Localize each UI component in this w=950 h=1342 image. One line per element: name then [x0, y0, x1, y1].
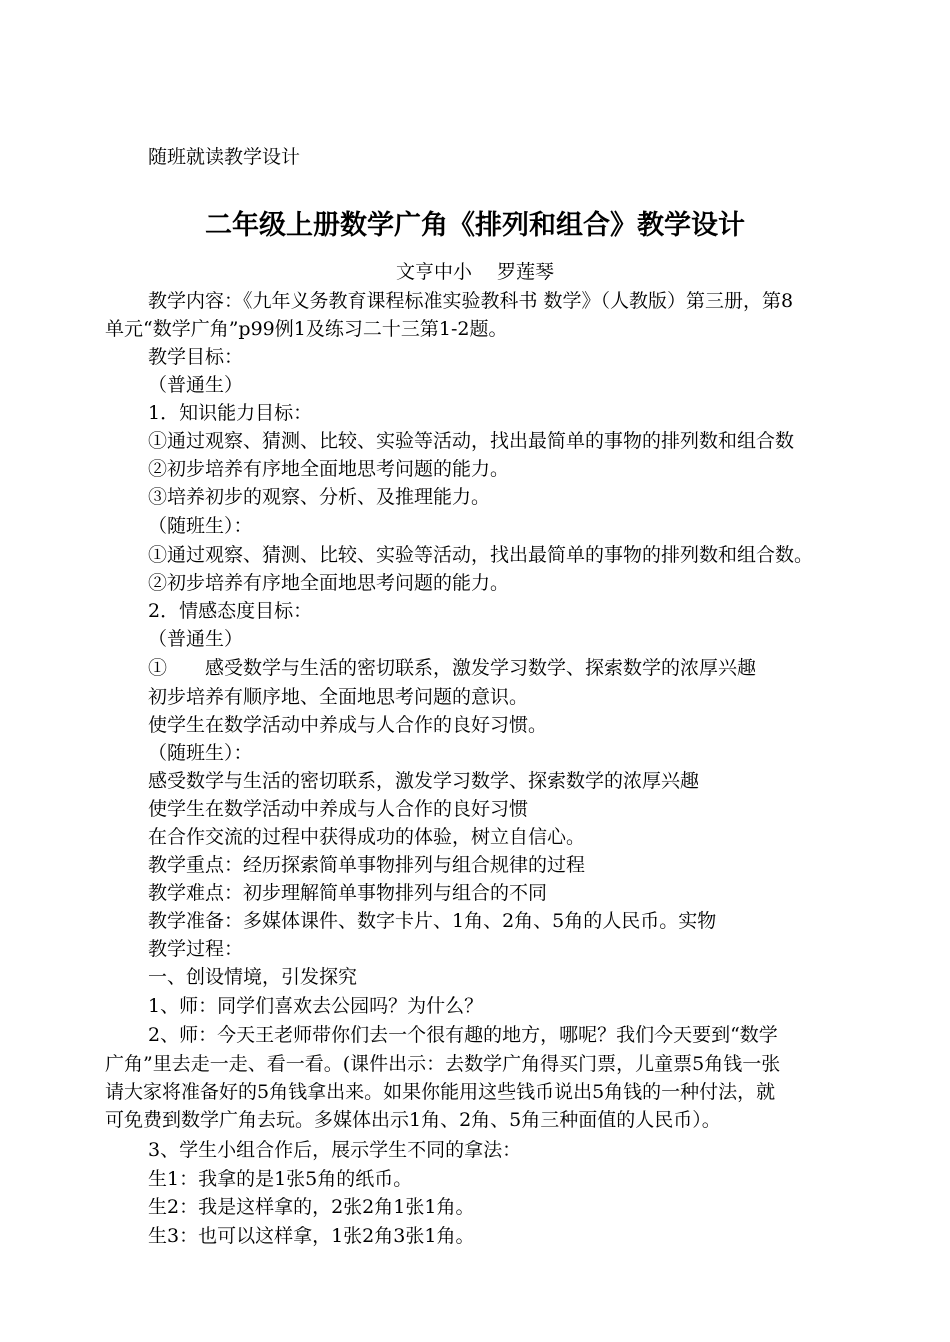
- doc-header: 随班就读教学设计: [148, 146, 301, 168]
- paragraph-line: ②初步培养有序地全面地思考问题的能力。: [148, 458, 510, 480]
- paragraph-line: 感受数学与生活的密切联系，激发学习数学、探索数学的浓厚兴趣: [148, 770, 700, 792]
- paragraph-line: 教学难点：初步理解简单事物排列与组合的不同: [148, 882, 548, 904]
- paragraph-line: 生3：也可以这样拿，1张2角3张1角。: [148, 1225, 475, 1247]
- paragraph-line: 1．知识能力目标：: [148, 402, 313, 424]
- paragraph-line: （随班生）：: [148, 515, 253, 537]
- paragraph-line: 一、创设情境，引发探究: [148, 966, 358, 988]
- paragraph-line: 1、师：同学们喜欢去公园吗？为什么？: [148, 995, 484, 1017]
- paragraph-line: 生2：我是这样拿的，2张2角1张1角。: [148, 1196, 475, 1218]
- paragraph-line: ① 感受数学与生活的密切联系，激发学习数学、探索数学的浓厚兴趣: [148, 657, 757, 679]
- doc-author: 文亨中小 罗莲琴: [395, 261, 555, 283]
- paragraph-line: 单元“数学广角”p99例1及练习二十三第1-2题。: [105, 318, 508, 340]
- paragraph-line: 教学过程：: [148, 938, 244, 960]
- paragraph-line: 教学内容：《九年义务教育课程标准实验教科书 数学》（人教版）第三册，第8: [148, 290, 794, 312]
- paragraph-line: 3、学生小组合作后，展示学生不同的拿法：: [148, 1139, 522, 1161]
- paragraph-line: 教学目标：: [148, 346, 244, 368]
- paragraph-line: ①通过观察、猜测、比较、实验等活动，找出最简单的事物的排列数和组合数。: [148, 544, 814, 566]
- paragraph-line: 教学重点：经历探索简单事物排列与组合规律的过程: [148, 854, 586, 876]
- paragraph-line: ①通过观察、猜测、比较、实验等活动，找出最简单的事物的排列数和组合数: [148, 430, 795, 452]
- paragraph-line: 初步培养有顺序地、全面地思考问题的意识。: [148, 686, 529, 708]
- paragraph-line: ③培养初步的观察、分析、及推理能力。: [148, 486, 491, 508]
- paragraph-line: 使学生在数学活动中养成与人合作的良好习惯: [148, 798, 529, 820]
- paragraph-line: 广角”里去走一走、看一看。(课件出示：去数学广角得买门票，儿童票5角钱一张: [105, 1053, 781, 1075]
- doc-title: 二年级上册数学广角《排列和组合》教学设计: [205, 210, 745, 241]
- paragraph-line: 可免费到数学广角去玩。多媒体出示1角、2角、5角三种面值的人民币）。: [105, 1109, 721, 1131]
- paragraph-line: （普通生）: [148, 374, 244, 396]
- paragraph-line: （普通生）: [148, 628, 244, 650]
- paragraph-line: 请大家将准备好的5角钱拿出来。如果你能用这些钱币说出5角钱的一种付法，就: [105, 1081, 776, 1103]
- paragraph-line: 在合作交流的过程中获得成功的体验，树立自信心。: [148, 826, 586, 848]
- paragraph-line: 2．情感态度目标：: [148, 600, 313, 622]
- paragraph-line: 2、师：今天王老师带你们去一个很有趣的地方，哪呢？我们今天要到“数学: [148, 1024, 778, 1046]
- paragraph-line: 教学准备：多媒体课件、数字卡片、1角、2角、5角的人民币。实物: [148, 910, 717, 932]
- paragraph-line: 生1：我拿的是1张5角的纸币。: [148, 1168, 413, 1190]
- paragraph-line: 使学生在数学活动中养成与人合作的良好习惯。: [148, 714, 548, 736]
- paragraph-line: （随班生）：: [148, 742, 253, 764]
- paragraph-line: ②初步培养有序地全面地思考问题的能力。: [148, 572, 510, 594]
